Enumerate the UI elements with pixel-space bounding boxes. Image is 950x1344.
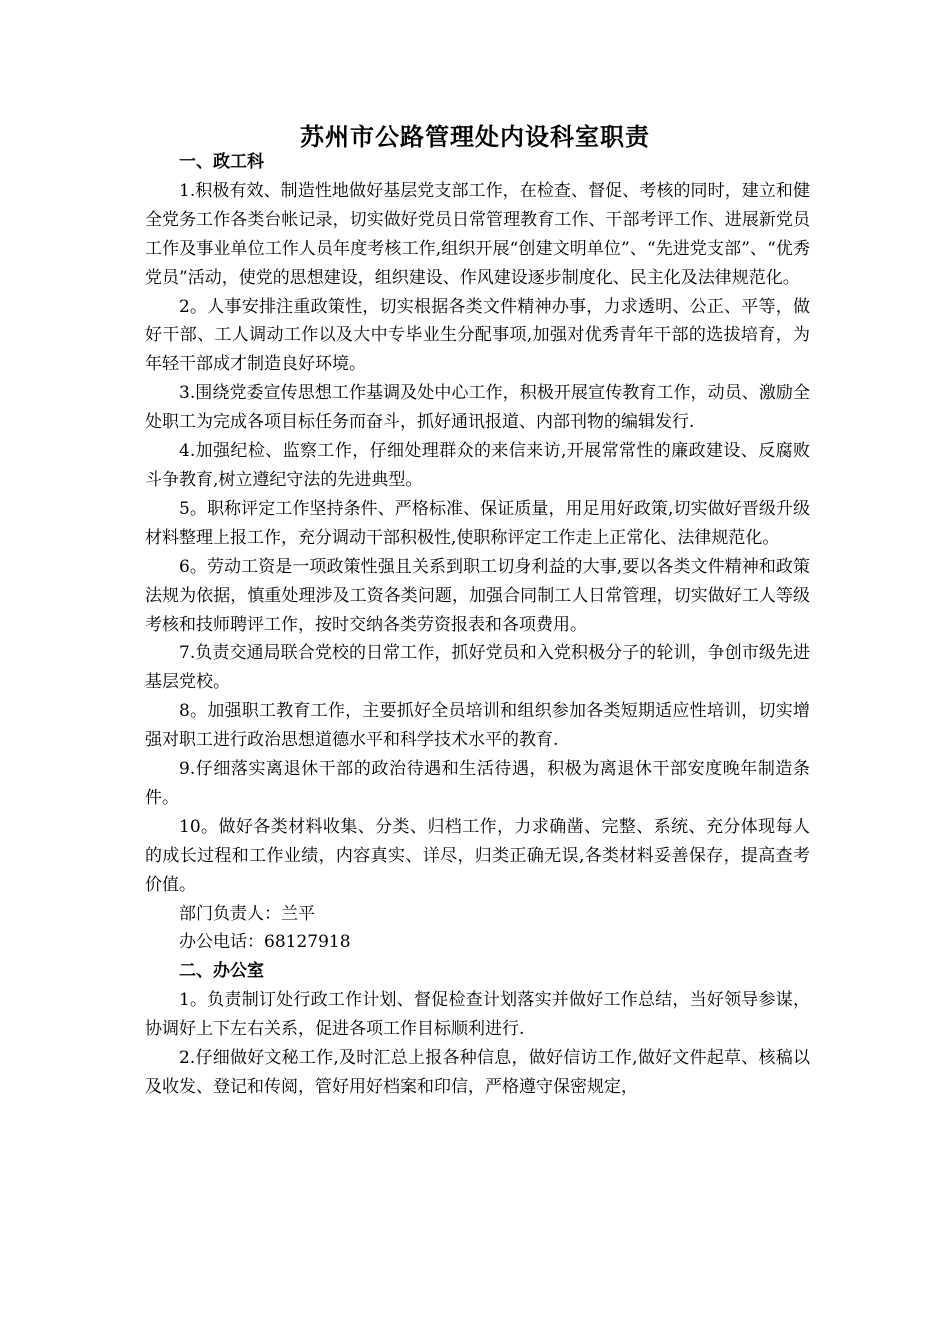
document-title: 苏州市公路管理处内设科室职责: [300, 123, 650, 151]
department-head: 部门负责人：兰平: [179, 903, 315, 924]
paragraph: 1.积极有效、制造性地做好基层党支部工作，在检查、督促、考核的同时，建立和健全党务工作各类台帐记录，切实做好党员日常管理教育工作、干部考评工作、进展新党员工作及事业单位工作人员年度考核工作,组织开展“创建文明单位”、“先进党支部”、“优秀党员”活动，使党的思想建设，组织建设、作风建设逐步制度化、民主化及法律规范化。: [145, 180, 810, 288]
paragraph: 4.加强纪检、监察工作，仔细处理群众的来信来访,开展常常性的廉政建设、反腐败斗争教育,树立遵纪守法的先进典型。: [145, 441, 810, 490]
paragraph: 2.仔细做好文秘工作,及时汇总上报各种信息，做好信访工作,做好文件起草、核稿以及收发、登记和传阅，管好用好档案和印信，严格遵守保密规定，: [145, 1048, 810, 1097]
paragraph: 1。负责制订处行政工作计划、督促检查计划落实并做好工作总结，当好领导参谋，协调好上下左右关系，促进各项工作目标顺利进行.: [145, 990, 810, 1040]
section-heading-office: 二、办公室: [179, 961, 264, 982]
paragraph: 8。加强职工教育工作，主要抓好全员培训和组织参加各类短期适应性培训，切实增强对职工进行政治思想道德水平和科学技术水平的教育.: [145, 701, 810, 751]
paragraph: 5。职称评定工作坚持条件、严格标准、保证质量，用足用好政策,切实做好晋级升级材料整理上报工作，充分调动干部积极性,使职称评定工作走上正常化、法律规范化。: [145, 498, 810, 548]
document-body: [145, 148, 810, 1102]
paragraph: 9.仔细落实离退休干部的政治待遇和生活待遇，积极为离退休干部安度晚年制造条件。: [145, 759, 810, 808]
paragraph: 6。劳动工资是一项政策性强且关系到职工切身利益的大事,要以各类文件精神和政策法规为依据，慎重处理涉及工资各类问题，加强合同制工人日常管理，切实做好工人等级考核和技师聘评工作，按时交纳各类劳资报表和各项费用。: [145, 556, 810, 635]
paragraph: 3.围绕党委宣传思想工作基调及处中心工作，积极开展宣传教育工作，动员、激励全处职工为完成各项目标任务而奋斗，抓好通讯报道、内部刊物的编辑发行.: [145, 383, 810, 433]
office-phone: 办公电话：68127918: [179, 932, 351, 953]
paragraph: 10。做好各类材料收集、分类、归档工作，力求确凿、完整、系统、充分体现每人的成长过程和工作业绩，内容真实、详尽，归类正确无误,各类材料妥善保存，提高查考价值。: [145, 816, 810, 895]
section-heading-political: 一、政工科: [179, 152, 264, 172]
paragraph: 2。人事安排注重政策性，切实根据各类文件精神办事，力求透明、公正、平等，做好干部、工人调动工作以及大中专毕业生分配事项,加强对优秀青年干部的选拔培育，为年轻干部成才制造良好环境。: [145, 296, 810, 375]
paragraph: 7.负责交通局联合党校的日常工作，抓好党员和入党积极分子的轮训，争创市级先进基层党校。: [145, 643, 810, 693]
